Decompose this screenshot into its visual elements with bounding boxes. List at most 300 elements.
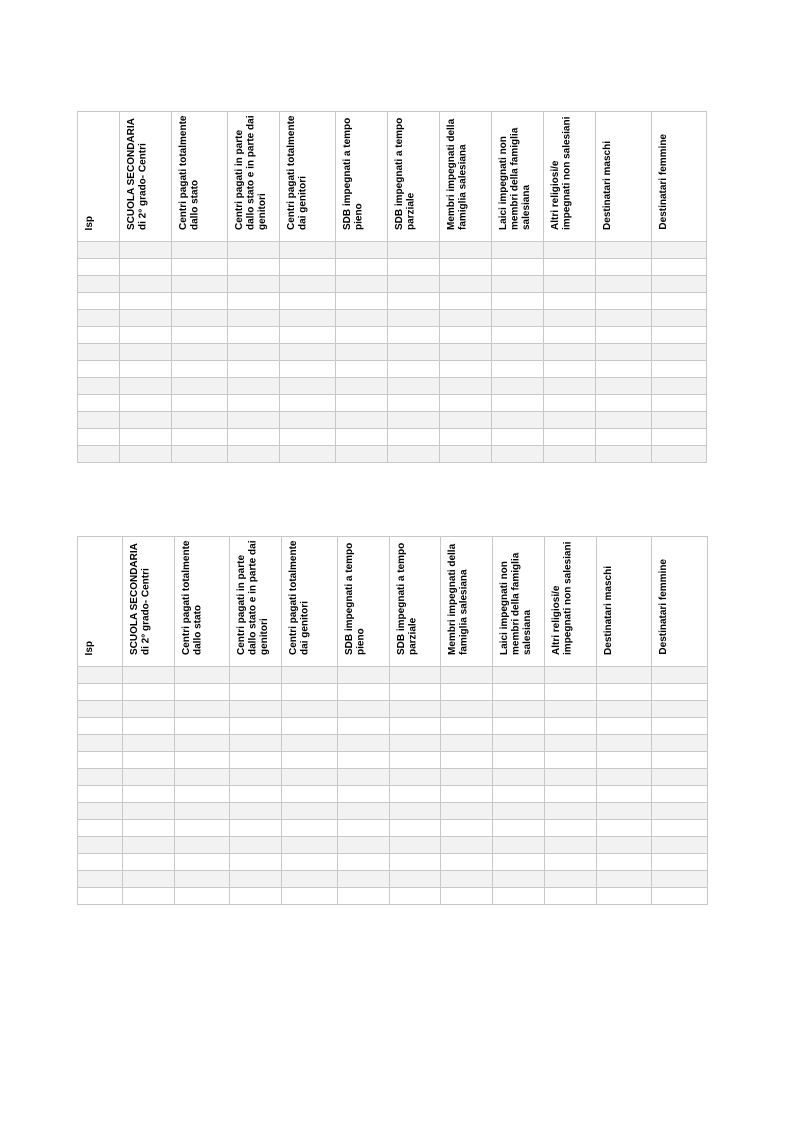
table-cell xyxy=(175,854,230,871)
table-cell xyxy=(441,803,493,820)
table-cell xyxy=(440,378,492,395)
table-cell xyxy=(123,752,175,769)
table-cell xyxy=(652,701,708,718)
column-header-label: Altri religiosi/e impegnati non salesiani xyxy=(551,541,574,655)
table-cell xyxy=(390,871,441,888)
table-cell xyxy=(390,735,441,752)
table-cell xyxy=(390,786,441,803)
table-cell xyxy=(493,769,545,786)
table-cell xyxy=(336,327,388,344)
table-cell xyxy=(336,293,388,310)
table-row xyxy=(78,259,707,276)
table-row xyxy=(78,446,707,463)
column-header-label: SDB impegnati a tempo parziale xyxy=(394,117,417,230)
table-row xyxy=(78,871,708,888)
table-cell xyxy=(390,769,441,786)
table-cell xyxy=(282,752,338,769)
table-cell xyxy=(78,446,120,463)
table-cell xyxy=(390,837,441,854)
table-cell xyxy=(338,701,390,718)
table-cell xyxy=(230,786,282,803)
table-cell xyxy=(172,395,228,412)
table-cell xyxy=(78,820,123,837)
table-cell xyxy=(338,803,390,820)
table-cell xyxy=(652,786,708,803)
table-cell xyxy=(78,769,123,786)
table-cell xyxy=(390,854,441,871)
table-cell xyxy=(120,242,172,259)
column-header-label: Membri impegnati della famiglia salesiana xyxy=(446,118,469,230)
table-cell xyxy=(338,718,390,735)
table-cell xyxy=(280,310,336,327)
table-cell xyxy=(336,378,388,395)
column-header xyxy=(120,112,172,242)
table-cell xyxy=(336,344,388,361)
table-cell xyxy=(597,854,652,871)
table-cell xyxy=(280,242,336,259)
table-row xyxy=(78,837,708,854)
table-cell xyxy=(120,395,172,412)
table-cell xyxy=(175,701,230,718)
table-cell xyxy=(544,361,596,378)
table-cell xyxy=(441,871,493,888)
table-cell xyxy=(120,276,172,293)
table-cell xyxy=(123,735,175,752)
table-cell xyxy=(123,820,175,837)
table-cell xyxy=(388,361,440,378)
table-cell xyxy=(172,429,228,446)
table-cell xyxy=(282,854,338,871)
table-cell xyxy=(78,276,120,293)
table-cell xyxy=(441,701,493,718)
table-cell xyxy=(230,752,282,769)
table-cell xyxy=(493,718,545,735)
table-cell xyxy=(493,667,545,684)
table-cell xyxy=(388,344,440,361)
table-cell xyxy=(440,293,492,310)
table-cell xyxy=(652,344,707,361)
data-table-1 xyxy=(77,111,707,463)
table-cell xyxy=(282,735,338,752)
table-cell xyxy=(596,361,652,378)
column-header-label: Destinatari femmine xyxy=(658,559,669,655)
table-cell xyxy=(282,769,338,786)
table-cell xyxy=(652,446,707,463)
column-header xyxy=(652,112,707,242)
table-cell xyxy=(230,871,282,888)
table-cell xyxy=(120,361,172,378)
table-cell xyxy=(390,803,441,820)
table-cell xyxy=(545,837,597,854)
table-cell xyxy=(388,429,440,446)
table-cell xyxy=(120,310,172,327)
table-cell xyxy=(492,310,544,327)
column-header xyxy=(338,537,390,667)
table-cell xyxy=(228,276,280,293)
column-header xyxy=(652,537,708,667)
table-cell xyxy=(545,752,597,769)
table-cell xyxy=(545,820,597,837)
column-header xyxy=(388,112,440,242)
table-cell xyxy=(440,259,492,276)
table-cell xyxy=(652,361,707,378)
table-cell xyxy=(544,310,596,327)
column-header-label: Destinatari femmine xyxy=(658,134,669,230)
column-header-label: Isp xyxy=(84,640,95,655)
column-header xyxy=(440,112,492,242)
table-body xyxy=(78,242,707,463)
table-cell xyxy=(544,378,596,395)
table-cell xyxy=(652,293,707,310)
table-row xyxy=(78,888,708,905)
table-row xyxy=(78,310,707,327)
table-cell xyxy=(338,820,390,837)
table-cell xyxy=(597,803,652,820)
table-cell xyxy=(652,242,707,259)
table-cell xyxy=(282,667,338,684)
table-cell xyxy=(596,446,652,463)
table-cell xyxy=(441,837,493,854)
table-cell xyxy=(597,837,652,854)
table-cell xyxy=(230,769,282,786)
table-cell xyxy=(440,412,492,429)
table-row xyxy=(78,752,708,769)
table-cell xyxy=(123,837,175,854)
table-cell xyxy=(338,769,390,786)
table-cell xyxy=(282,718,338,735)
column-header xyxy=(493,537,545,667)
table-cell xyxy=(492,395,544,412)
table-cell xyxy=(652,327,707,344)
table-cell xyxy=(440,361,492,378)
table-cell xyxy=(123,684,175,701)
table-cell xyxy=(228,378,280,395)
column-header xyxy=(175,537,230,667)
table-cell xyxy=(172,412,228,429)
table-cell xyxy=(492,446,544,463)
table-cell xyxy=(596,344,652,361)
table-cell xyxy=(78,888,123,905)
table-row xyxy=(78,803,708,820)
table-cell xyxy=(336,429,388,446)
table-row xyxy=(78,412,707,429)
table-cell xyxy=(441,735,493,752)
table-cell xyxy=(652,412,707,429)
column-header xyxy=(441,537,493,667)
column-header-label: SDB impegnati a tempo pieno xyxy=(342,117,365,230)
table-cell xyxy=(282,837,338,854)
table-cell xyxy=(493,735,545,752)
table-cell xyxy=(78,803,123,820)
column-header xyxy=(390,537,441,667)
table-cell xyxy=(78,786,123,803)
table-cell xyxy=(652,667,708,684)
column-header-label: Centri pagati totalmente dai genitori xyxy=(288,540,311,655)
table-cell xyxy=(441,888,493,905)
table-cell xyxy=(338,888,390,905)
table-cell xyxy=(652,718,708,735)
table-row xyxy=(78,361,707,378)
table-cell xyxy=(597,871,652,888)
table-cell xyxy=(545,718,597,735)
table-cell xyxy=(492,293,544,310)
table-cell xyxy=(652,854,708,871)
table-cell xyxy=(336,446,388,463)
table-cell xyxy=(390,684,441,701)
header-row xyxy=(78,537,708,667)
table-cell xyxy=(228,344,280,361)
table-cell xyxy=(545,684,597,701)
column-header-label: Destinatari maschi xyxy=(602,141,613,230)
table-cell xyxy=(78,837,123,854)
table-row xyxy=(78,242,707,259)
table-cell xyxy=(120,293,172,310)
table-cell xyxy=(280,327,336,344)
table-cell xyxy=(596,310,652,327)
table-cell xyxy=(172,276,228,293)
table-cell xyxy=(230,820,282,837)
column-header xyxy=(280,112,336,242)
table-cell xyxy=(597,684,652,701)
table-cell xyxy=(230,718,282,735)
table-cell xyxy=(545,667,597,684)
table-cell xyxy=(544,276,596,293)
table-cell xyxy=(120,429,172,446)
table-body xyxy=(78,667,708,905)
table-cell xyxy=(175,769,230,786)
table-cell xyxy=(388,276,440,293)
table-cell xyxy=(230,888,282,905)
table-cell xyxy=(596,429,652,446)
table-cell xyxy=(338,752,390,769)
table-cell xyxy=(172,361,228,378)
table-cell xyxy=(544,327,596,344)
column-header xyxy=(172,112,228,242)
table-cell xyxy=(545,786,597,803)
column-header-label: Isp xyxy=(84,215,95,230)
table-cell xyxy=(652,395,707,412)
table-cell xyxy=(545,769,597,786)
table-cell xyxy=(230,701,282,718)
table-cell xyxy=(230,803,282,820)
table-cell xyxy=(280,412,336,429)
table-cell xyxy=(123,786,175,803)
table-cell xyxy=(78,752,123,769)
table-cell xyxy=(440,327,492,344)
table-cell xyxy=(652,259,707,276)
table-cell xyxy=(652,310,707,327)
table-cell xyxy=(336,361,388,378)
table-cell xyxy=(175,752,230,769)
table-cell xyxy=(652,684,708,701)
table-cell xyxy=(597,667,652,684)
table-row xyxy=(78,820,708,837)
table-cell xyxy=(493,820,545,837)
table-cell xyxy=(544,259,596,276)
table-cell xyxy=(441,718,493,735)
table-cell xyxy=(338,837,390,854)
table-cell xyxy=(338,667,390,684)
table-cell xyxy=(280,344,336,361)
table-cell xyxy=(336,276,388,293)
table-cell xyxy=(123,888,175,905)
table-cell xyxy=(175,684,230,701)
table-cell xyxy=(544,242,596,259)
table-cell xyxy=(652,752,708,769)
table-row xyxy=(78,327,707,344)
table-cell xyxy=(175,820,230,837)
table-cell xyxy=(230,684,282,701)
column-header-label: Centri pagati totalmente dallo stato xyxy=(181,540,204,655)
table-row xyxy=(78,378,707,395)
table-cell xyxy=(228,446,280,463)
table-cell xyxy=(596,242,652,259)
table-cell xyxy=(123,701,175,718)
table-cell xyxy=(228,310,280,327)
table-cell xyxy=(230,667,282,684)
table-cell xyxy=(597,701,652,718)
table-cell xyxy=(493,871,545,888)
table-cell xyxy=(78,718,123,735)
table-cell xyxy=(230,854,282,871)
table-cell xyxy=(492,378,544,395)
table-cell xyxy=(78,293,120,310)
table-cell xyxy=(280,378,336,395)
table-cell xyxy=(493,837,545,854)
table-cell xyxy=(172,259,228,276)
table-cell xyxy=(390,718,441,735)
column-header-label: Centri pagati in parte dallo stato e in parte dai genitori xyxy=(234,115,268,230)
table-cell xyxy=(123,667,175,684)
table-cell xyxy=(280,259,336,276)
table-cell xyxy=(388,446,440,463)
table-cell xyxy=(336,259,388,276)
table-cell xyxy=(78,344,120,361)
table-row xyxy=(78,684,708,701)
column-header xyxy=(492,112,544,242)
table-cell xyxy=(596,378,652,395)
table-row xyxy=(78,854,708,871)
table-cell xyxy=(172,327,228,344)
table-row xyxy=(78,344,707,361)
table-cell xyxy=(492,259,544,276)
table-cell xyxy=(388,259,440,276)
table-cell xyxy=(78,735,123,752)
table-cell xyxy=(388,395,440,412)
table-cell xyxy=(544,344,596,361)
table-cell xyxy=(175,718,230,735)
table-cell xyxy=(493,701,545,718)
table-cell xyxy=(390,888,441,905)
column-header xyxy=(596,112,652,242)
table-cell xyxy=(390,667,441,684)
table-cell xyxy=(282,820,338,837)
table-row xyxy=(78,786,708,803)
table-cell xyxy=(78,395,120,412)
table-cell xyxy=(230,837,282,854)
column-header-label: Altri religiosi/e impegnati non salesiani xyxy=(550,116,573,230)
table-cell xyxy=(441,684,493,701)
table-cell xyxy=(338,786,390,803)
table-cell xyxy=(172,446,228,463)
table-cell xyxy=(282,701,338,718)
table-cell xyxy=(441,786,493,803)
table-row xyxy=(78,701,708,718)
table-cell xyxy=(338,684,390,701)
table-cell xyxy=(597,888,652,905)
table-row xyxy=(78,718,708,735)
table-cell xyxy=(228,412,280,429)
column-header-label: Laici impegnati non membri della famiglia salesiana xyxy=(499,552,533,655)
table-cell xyxy=(652,429,707,446)
header-row xyxy=(78,112,707,242)
table-cell xyxy=(336,310,388,327)
table-cell xyxy=(596,412,652,429)
table-cell xyxy=(172,378,228,395)
table-cell xyxy=(597,735,652,752)
table-cell xyxy=(545,701,597,718)
table-cell xyxy=(596,293,652,310)
table-cell xyxy=(120,378,172,395)
table-cell xyxy=(123,769,175,786)
table-cell xyxy=(388,327,440,344)
table-cell xyxy=(280,395,336,412)
table-cell xyxy=(282,871,338,888)
column-header-label: Laici impegnati non membri della famiglia salesiana xyxy=(498,127,532,230)
column-header-label: Destinatari maschi xyxy=(603,566,614,655)
table-cell xyxy=(441,667,493,684)
table-cell xyxy=(388,293,440,310)
table-cell xyxy=(597,820,652,837)
table-cell xyxy=(175,803,230,820)
table-cell xyxy=(544,293,596,310)
table-cell xyxy=(120,344,172,361)
table-cell xyxy=(492,276,544,293)
table-cell xyxy=(440,276,492,293)
table-cell xyxy=(282,803,338,820)
column-header xyxy=(78,537,123,667)
table-cell xyxy=(597,769,652,786)
table-row xyxy=(78,276,707,293)
table-cell xyxy=(172,310,228,327)
column-header xyxy=(597,537,652,667)
table-cell xyxy=(123,854,175,871)
table-cell xyxy=(172,293,228,310)
table-cell xyxy=(493,684,545,701)
table-cell xyxy=(280,446,336,463)
table-cell xyxy=(596,395,652,412)
table-cell xyxy=(282,888,338,905)
table-cell xyxy=(78,854,123,871)
table-cell xyxy=(652,837,708,854)
table-cell xyxy=(440,429,492,446)
table-cell xyxy=(652,735,708,752)
table-row xyxy=(78,667,708,684)
column-header-label: Membri impegnati della famiglia salesiana xyxy=(447,543,470,655)
table-cell xyxy=(441,854,493,871)
column-header-label: SCUOLA SECONDARIA di 2° grado- Centri xyxy=(126,118,149,230)
column-header-label: SCUOLA SECONDARIA di 2° grado- Centri xyxy=(129,543,152,655)
data-table-2 xyxy=(77,536,708,905)
table-cell xyxy=(280,361,336,378)
table-cell xyxy=(652,803,708,820)
table-cell xyxy=(228,242,280,259)
table-cell xyxy=(123,718,175,735)
table-cell xyxy=(492,361,544,378)
table-cell xyxy=(441,820,493,837)
table-cell xyxy=(388,412,440,429)
table-cell xyxy=(652,871,708,888)
